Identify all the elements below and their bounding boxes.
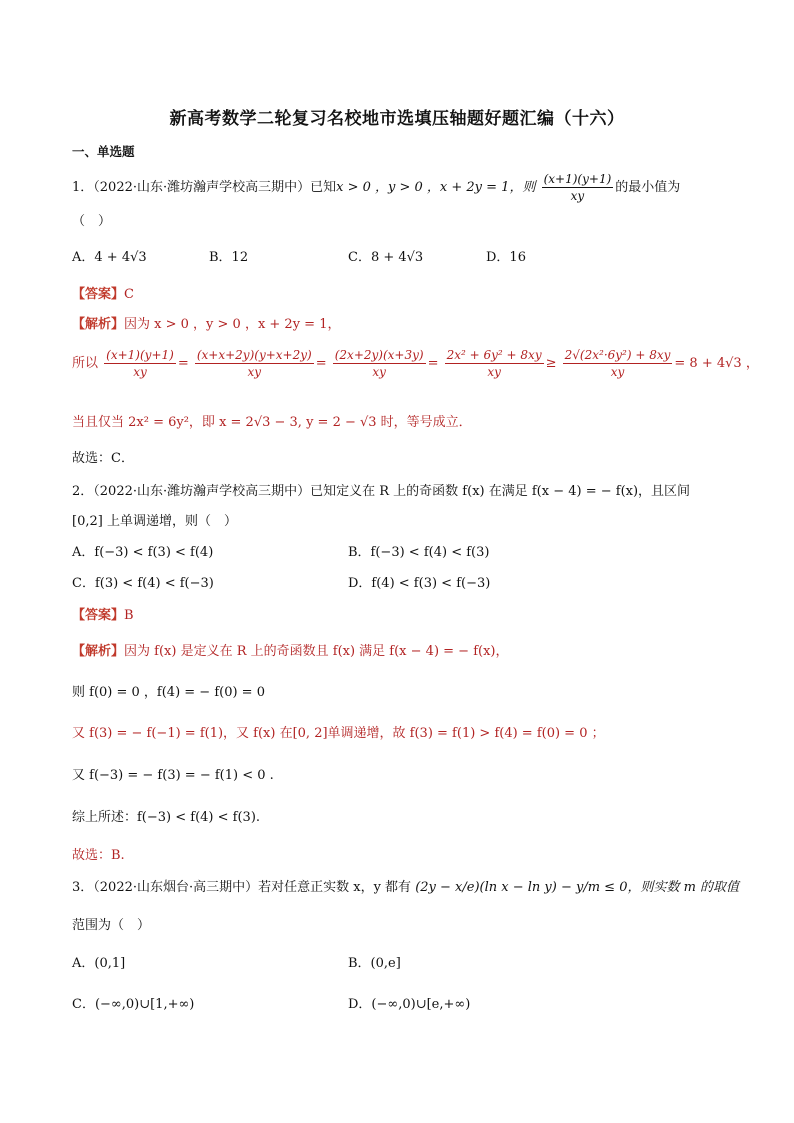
q2-analysis-4: 又 f(−3) = − f(3) = − f(1) < 0 . [72,768,274,783]
q1-option-d[interactable]: D．16 [486,250,526,265]
q1-step-5-num: 2√(2x²·6y²) + 8xy [564,348,671,362]
q1-step-5-den: xy [610,365,625,379]
q1-step-4-num: 2x² + 6y² + 8xy [446,348,542,362]
q2-analysis-label: 【解析】 [72,644,125,659]
document-title: 新高考数学二轮复习名校地市选填压轴题好题汇编（十六） [169,109,625,129]
q3-option-d[interactable]: D．(−∞,0)∪[e,+∞) [348,997,471,1012]
q2-option-c[interactable]: C．f(3) < f(4) < f(−3) [72,576,214,591]
q2-analysis-5: 综上所述：f(−3) < f(4) < f(3). [72,810,261,825]
q1-fraction-denominator: xy [570,189,585,203]
q1-analysis-label: 【解析】 [72,317,125,332]
q2-analysis-1 [72,640,509,659]
q3-inequality: (2y − x/e)(ln x − ln y) − y/m ≤ 0，则实数 m 的取值 [415,880,740,895]
q2-stem-1: 2．（2022·山东·潍坊瀚声学校高三期中）已知定义在 R 上的奇函数 f(x) 在满足 f(x − 4) = − f(x)，且区间 [72,484,691,499]
q2-option-b[interactable]: B．f(−3) < f(4) < f(3) [348,545,490,560]
q3-option-b[interactable]: B．(0,e] [348,956,401,971]
q1-answer-value: C [124,287,134,302]
q3-stem-1 [72,876,739,895]
q2-analysis-text-1: 因为 f(x) 是定义在 R 上的奇函数且 f(x) 满足 f(x − 4) = − f(x)， [124,644,509,659]
q3-option-c[interactable]: C．(−∞,0)∪[1,+∞) [72,997,195,1012]
q2-answer-label: 【答案】 [72,608,125,623]
q1-step-2-den: xy [247,365,262,379]
q1-answer-label: 【答案】 [72,287,125,302]
q1-analysis-1 [72,313,340,332]
q1-fraction [542,172,614,203]
q1-analysis-3: 当且仅当 2x² = 6y²，即 x = 2√3 − 3, y = 2 − √3 时，等号成立． [72,415,472,430]
q1-analysis-prefix: 所以 [72,356,99,371]
q1-step-fraction-3 [333,348,426,379]
q1-step-1-num: (x+1)(y+1) [106,348,174,362]
q2-answer [72,604,134,623]
q1-analysis-text-1: 因为 x > 0 ，y > 0 ，x + 2y = 1， [124,317,341,332]
q2-option-a[interactable]: A．f(−3) < f(3) < f(4) [72,545,214,560]
q1-stem [72,172,680,203]
q1-source: 1．（2022·山东·潍坊瀚声学校高三期中）已知 [72,180,337,195]
section-heading: 一、单选题 [72,144,135,159]
q1-step-1-den: xy [133,365,147,379]
q2-answer-value: B [124,608,134,623]
q2-analysis-2: 则 f(0) = 0 ，f(4) = − f(0) = 0 [72,685,265,700]
q1-step-fraction-2 [195,348,314,379]
q3-stem-1a: 3．（2022·山东烟台·高三期中）若对任意正实数 x，y 都有 [72,880,412,895]
q1-condition: x > 0 ，y > 0 ，x + 2y = 1，则 [336,180,536,195]
q1-fraction-numerator: (x+1)(y+1) [543,172,612,186]
q1-step-3-num: (2x+2y)(x+3y) [334,348,424,362]
q1-step-2-num: (x+x+2y)(y+x+2y) [196,348,312,362]
q2-option-d[interactable]: D．f(4) < f(3) < f(−3) [348,576,491,591]
q1-option-a[interactable]: A．4 + 4√3 [72,250,147,265]
q1-choose: 故选：C． [72,451,134,466]
q3-option-a[interactable]: A．(0,1] [72,956,126,971]
q2-stem-2: [0,2] 上单调递增，则（ ） [72,514,237,529]
q2-choose: 故选：B. [72,848,125,863]
q1-step-4-den: xy [487,365,501,379]
q1-step-3-den: xy [372,365,386,379]
q2-analysis-3: 又 f(3) = − f(−1) = f(1)，又 f(x) 在[0, 2]单调递增，故 f(3) = f(1) > f(4) = f(0) = 0 ； [72,726,605,741]
q1-analysis-2: 所以 $\frac{(x+1)(y+1)}{xy}$ = $\frac{(x+x+2y)(y+x+2y)}{xy}$ = $\frac{(2x+2y)(x+3y)}{xy}$ = $\frac{\text{2x² + 6y² + 8xy}}{xy}$ ≥ $\frac{\text{2√(2x²·6y²) + 8xy}}{xy}$ = 8 + 4√3 ， [72,348,759,379]
q1-paren: （ ） [72,214,112,229]
q1-step-fraction-1 [104,348,176,379]
q1-tail: 的最小值为 [615,180,681,195]
q1-option-b[interactable]: B．12 [209,250,249,265]
q1-step-fraction-5 [563,348,673,379]
q1-analysis-result: = 8 + 4√3 ， [674,356,759,371]
q1-step-fraction-4 [445,348,544,379]
q1-option-c[interactable]: C．8 + 4√3 [348,250,424,265]
q3-stem-2: 范围为（ ） [72,918,151,933]
q1-answer [72,283,134,302]
